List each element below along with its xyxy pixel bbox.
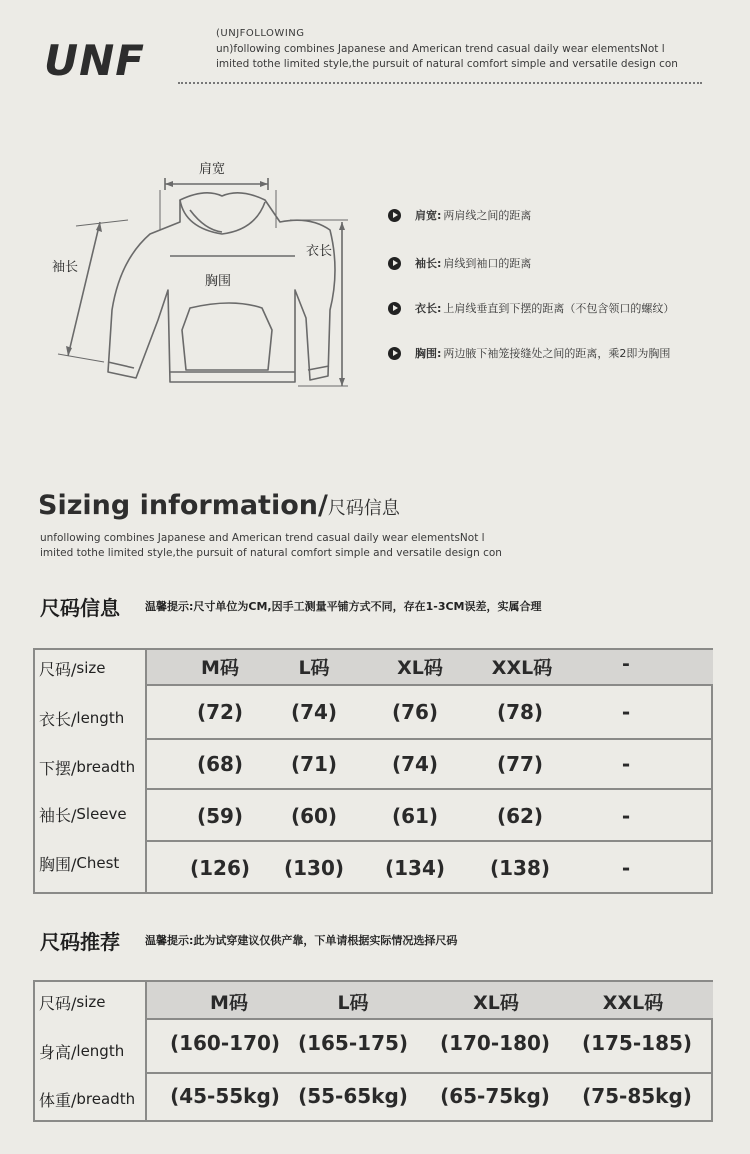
table-row — [33, 838, 713, 888]
legend-term: 衣长: — [415, 302, 442, 315]
size-table-tip: 温馨提示:尺寸单位为CM,因手工测量平铺方式不同，存在1-3CM误差，实属合理 — [145, 600, 542, 613]
size-table-header-row — [33, 648, 713, 688]
table-cell: (130) — [283, 856, 345, 880]
brand-description-line-1: un)following combines Japanese and American trend casual daily wear elementsNot l — [216, 43, 665, 55]
table-cell: (170-180) — [439, 1031, 551, 1055]
table-cell: (77) — [496, 752, 544, 776]
row-label: 体重/ breadth — [39, 1090, 136, 1110]
table-cell: - — [621, 752, 631, 776]
recommend-table-header-row — [33, 980, 713, 1024]
diagram-label-sleeve: 袖长 — [52, 260, 79, 275]
size-col-extra: - — [622, 653, 630, 675]
brand-description-line-2: imited tothe limited style,the pursuit of natural comfort simple and versatile design con — [216, 58, 678, 70]
table-cell: (75-85kg) — [582, 1084, 692, 1108]
row-label: 下摆/ breadth — [39, 758, 136, 778]
table-cell: - — [621, 700, 631, 724]
table-cell: - — [621, 804, 631, 828]
table-cell: (74) — [290, 700, 338, 724]
recommend-col-m: M码 — [210, 992, 248, 1014]
size-table-heading — [40, 592, 120, 621]
table-cell: (165-175) — [297, 1031, 409, 1055]
sizing-title — [38, 490, 400, 521]
recommend-col-xxl: XXL码 — [602, 992, 664, 1014]
recommend-col-l: L码 — [337, 992, 369, 1014]
sizing-description-line-1: unfollowing combines Japanese and American trend casual daily wear elementsNot l — [40, 532, 485, 544]
play-bullet-icon — [388, 209, 401, 222]
table-cell: (76) — [391, 700, 439, 724]
table-cell: (78) — [496, 700, 544, 724]
size-table-heading-text: 尺码信息 — [40, 596, 120, 620]
play-bullet-icon — [388, 257, 401, 270]
table-cell: (160-170) — [169, 1031, 281, 1055]
diagram-label-chest: 胸围 — [205, 274, 232, 289]
play-bullet-icon — [388, 302, 401, 315]
table-cell: (45-55kg) — [170, 1084, 280, 1108]
size-table — [33, 648, 713, 894]
table-cell: (134) — [384, 856, 446, 880]
table-row — [33, 1024, 713, 1078]
table-row — [33, 692, 713, 744]
sizing-title-en: Sizing information/ — [38, 490, 328, 521]
legend-text: 两肩线之间的距离 — [443, 209, 532, 222]
recommend-header-label: 尺码/ size — [39, 993, 106, 1013]
table-cell: (138) — [489, 856, 551, 880]
table-row — [33, 742, 713, 792]
table-cell: (74) — [391, 752, 439, 776]
legend-term: 袖长: — [415, 257, 442, 270]
table-cell: - — [621, 856, 631, 880]
table-cell: (65-75kg) — [440, 1084, 550, 1108]
legend-text: 两边腋下袖笼接缝处之间的距离，乘2即为胸围 — [443, 347, 671, 360]
dotted-divider — [178, 82, 702, 84]
legend-term: 胸围: — [415, 347, 442, 360]
row-label: 袖长/ Sleeve — [39, 805, 127, 825]
table-cell: (59) — [196, 804, 244, 828]
recommend-table-heading — [40, 926, 120, 955]
legend-text: 肩线到袖口的距离 — [443, 257, 532, 270]
diagram-label-shoulder: 肩宽 — [199, 162, 226, 177]
diagram-label-length: 衣长 — [306, 244, 333, 259]
table-cell: (60) — [290, 804, 338, 828]
size-col-xxl: XXL码 — [491, 657, 553, 679]
brand-name: (UNJFOLLOWING — [216, 28, 305, 39]
row-label: 胸围/ Chest — [39, 854, 120, 874]
row-label: 身高/ length — [39, 1042, 125, 1062]
table-cell: (126) — [189, 856, 251, 880]
brand-logo: UNF — [44, 36, 145, 85]
table-row — [33, 1074, 713, 1124]
hoodie-measurement-diagram — [40, 150, 360, 400]
size-col-m: M码 — [201, 657, 239, 679]
legend-term: 肩宽: — [415, 209, 442, 222]
play-bullet-icon — [388, 347, 401, 360]
table-cell: (55-65kg) — [298, 1084, 408, 1108]
legend-item-shoulder — [388, 207, 531, 223]
size-col-xl: XL码 — [397, 657, 443, 679]
legend-item-length — [388, 300, 674, 316]
legend-item-chest — [388, 345, 670, 361]
table-cell: (68) — [196, 752, 244, 776]
recommend-table-heading-text: 尺码推荐 — [40, 930, 120, 954]
legend-item-sleeve — [388, 255, 531, 271]
table-cell: (72) — [196, 700, 244, 724]
table-row — [33, 790, 713, 838]
table-cell: (71) — [290, 752, 338, 776]
sizing-title-cn: 尺码信息 — [327, 498, 400, 519]
row-label: 衣长/ length — [39, 709, 125, 729]
recommend-table-tip: 温馨提示:此为试穿建议仅供产靠，下单请根据实际情况选择尺码 — [145, 934, 458, 947]
table-cell: (62) — [496, 804, 544, 828]
sizing-description-line-2: imited tothe limited style,the pursuit of natural comfort simple and versatile design con — [40, 547, 502, 559]
size-header-label: 尺码/ size — [39, 659, 106, 679]
table-cell: (175-185) — [581, 1031, 693, 1055]
size-col-l: L码 — [298, 657, 330, 679]
recommend-table — [33, 980, 713, 1122]
recommend-col-xl: XL码 — [473, 992, 519, 1014]
table-cell: (61) — [391, 804, 439, 828]
legend-text: 上肩线垂直到下摆的距离（不包含领口的螺纹） — [443, 302, 675, 315]
